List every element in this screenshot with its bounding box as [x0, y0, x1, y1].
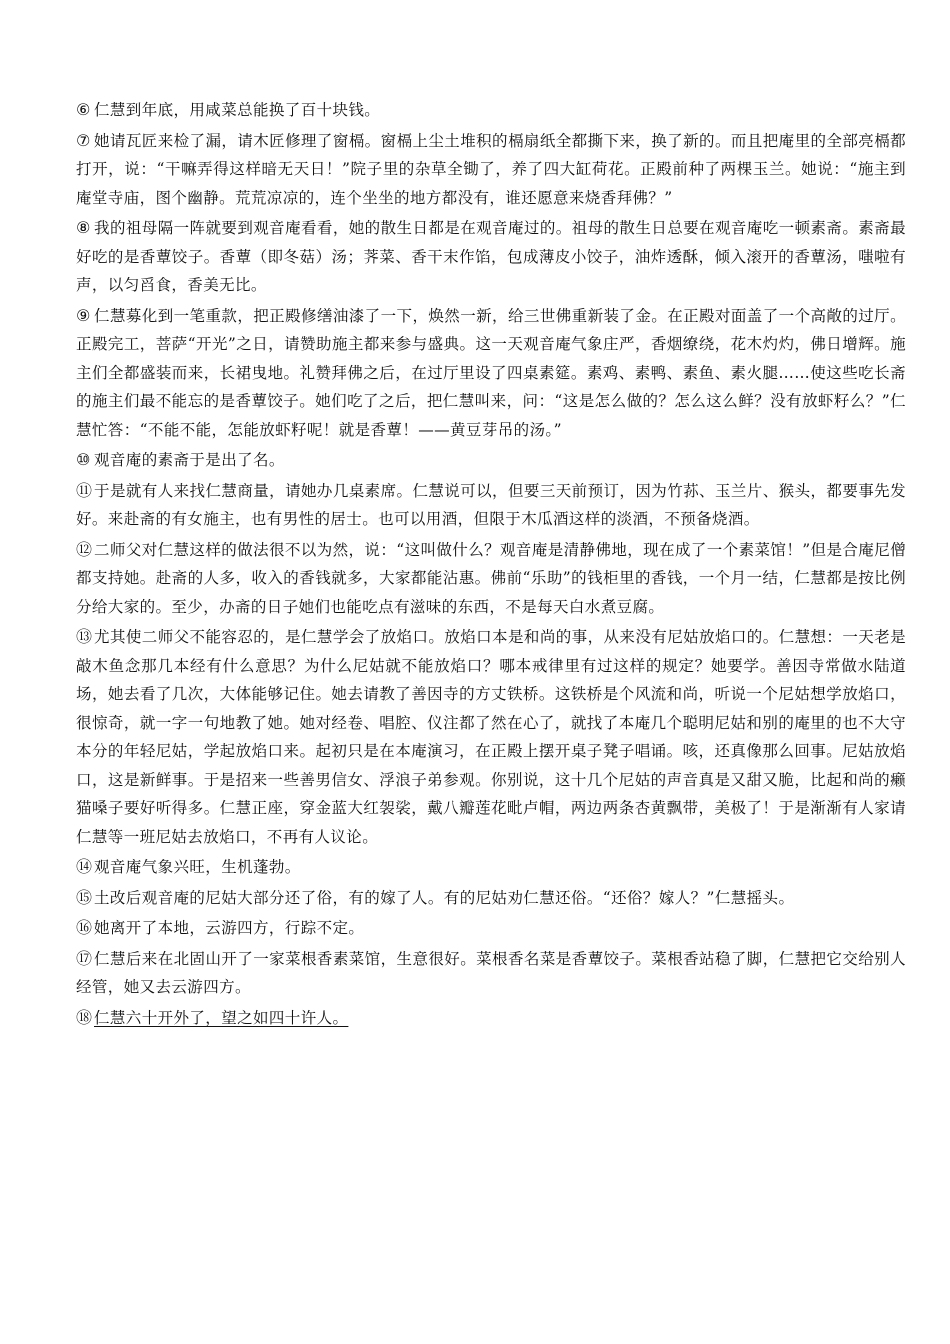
paragraph-15	[76, 884, 906, 913]
paragraph-17	[76, 945, 906, 1002]
paragraph-14	[76, 853, 906, 882]
paragraph-13	[76, 623, 906, 851]
paragraph-12	[76, 536, 906, 622]
paragraph-number: ⑮	[76, 887, 93, 907]
paragraph-text: 我的祖母隔一阵就要到观音庵看看，她的散生日都是在观音庵过的。祖母的散生日总要在观音庵吃一顿素斋。素斋最好吃的是香蕈饺子。香蕈（即冬菇）汤；荠菜、香干末作馅，包成薄皮小饺子，油炸透酥，倾入滚开的香蕈汤，嗤啦有声，以匀舀食，香美无比。	[76, 219, 906, 294]
paragraph-text: 观音庵的素斋于是出了名。	[94, 451, 285, 469]
paragraph-number: ⑧	[76, 218, 91, 237]
paragraph-7	[76, 127, 906, 213]
paragraph-text: 她离开了本地，云游四方，行踪不定。	[94, 919, 365, 937]
paragraph-text: 仁慧后来在北固山开了一家菜根香素菜馆，生意很好。菜根香名菜是香蕈饺子。菜根香站稳了脚，仁慧把它交给别人经管，她又去云游四方。	[76, 949, 906, 996]
paragraph-text: 土改后观音庵的尼姑大部分还了俗，有的嫁了人。有的尼姑劝仁慧还俗。“还俗？嫁人？”仁慧摇头。	[94, 888, 795, 907]
paragraph-text: 观音庵气象兴旺，生机蓬勃。	[94, 858, 301, 876]
paragraph-number: ⑭	[76, 857, 93, 876]
underlined-sentence: 仁慧六十开外了，望之如四十许人。	[94, 1008, 349, 1027]
paragraph-18	[76, 1004, 906, 1033]
paragraph-number: ⑫	[76, 539, 93, 559]
paragraph-6	[76, 96, 906, 125]
paragraph-number: ⑰	[76, 948, 93, 968]
paragraph-10	[76, 446, 906, 475]
paragraph-text: 她请瓦匠来检了漏，请木匠修理了窗槅。窗槅上尘土堆积的槅扇纸全都撕下来，换了新的。而且把庵里的全部亮槅都打开，说：“干嘛弄得这样暗无天日！”院子里的杂草全锄了，养了四大缸荷花。正殿前种了两棵玉兰。她说：“施主到庵堂寺庙，图个幽静。荒荒凉凉的，连个坐坐的地方都没有，谁还愿意来烧香拜佛？”	[76, 131, 906, 207]
paragraph-number: ⑯	[76, 918, 93, 937]
paragraph-number: ⑨	[76, 305, 91, 325]
paragraph-number: ⑦	[76, 130, 91, 150]
paragraph-number: ⑥	[76, 100, 91, 119]
paragraph-text: 仁慧募化到一笔重款，把正殿修缮油漆了一下，焕然一新，给三世佛重新装了金。在正殿对面盖了一个高敞的过厅。正殿完工，菩萨“开光”之日，请赞助施主都来参与盛典。这一天观音庵气象庄严，香烟缭绕，花木灼灼，佛日增辉。施主们全都盛装而来，长裙曳地。礼赞拜佛之后，在过厅里设了四桌素筵。素鸡、素鸭、素鱼、素火腿……使这些吃长斋的施主们最不能忘的是香蕈饺子。她们吃了之后，把仁慧叫来，问：“这是怎么做的？怎么这么鲜？没有放虾籽么？”仁慧忙答：“不能不能，怎能放虾籽呢！就是香蕈！——黄豆芽吊的汤。”	[76, 306, 906, 439]
paragraph-8	[76, 214, 906, 300]
paragraph-text: 仁慧到年底，用咸菜总能换了百十块钱。	[94, 101, 381, 119]
paragraph-number: ⑬	[76, 627, 93, 646]
article-body	[76, 96, 906, 1034]
paragraph-number: ⑪	[76, 480, 93, 500]
paragraph-16	[76, 914, 906, 943]
paragraph-text: 二师父对仁慧这样的做法很不以为然，说：“这叫做什么？观音庵是清静佛地，现在成了一个素菜馆！”但是合庵尼僧都支持她。赴斋的人多，收入的香钱就多，大家都能沾惠。佛前“乐助”的钱柜里的香钱，一个月一结，仁慧都是按比例分给大家的。至少，办斋的日子她们也能吃点有滋味的东西，不是每天白水煮豆腐。	[76, 540, 906, 616]
paragraph-11	[76, 477, 906, 534]
paragraph-text: 尤其使二师父不能容忍的，是仁慧学会了放焰口。放焰口本是和尚的事，从来没有尼姑放焰口的。仁慧想：一天老是敲木鱼念那几本经有什么意思？为什么尼姑就不能放焰口？哪本戒律里有过这样的规定？她要学。善因寺常做水陆道场，她去看了几次，大体能够记住。她去请教了善因寺的方丈铁桥。这铁桥是个风流和尚，听说一个尼姑想学放焰口，很惊奇，就一字一句地教了她。她对经卷、唱腔、仪注都了然在心了，就找了本庵几个聪明尼姑和别的庵里的也不大守本分的年轻尼姑，学起放焰口来。起初只是在本庵演习，在正殿上摆开桌子凳子唱诵。咳，还真像那么回事。尼姑放焰口，这是新鲜事。于是招来一些善男信女、浮浪子弟参观。你别说，这十几个尼姑的声音真是又甜又脆，比起和尚的癞猫嗓子要好听得多。仁慧正座，穿金蓝大红袈裟，戴八瓣莲花毗卢帽，两边两条杏黄飘带，美极了！于是渐渐有人家请仁慧等一班尼姑去放焰口，不再有人议论。	[76, 628, 906, 846]
paragraph-text: 于是就有人来找仁慧商量，请她办几桌素席。仁慧说可以，但要三天前预订，因为竹荪、玉兰片、猴头，都要事先发好。来赴斋的有女施主，也有男性的居士。也可以用酒，但限于木瓜酒这样的淡酒，不预备烧酒。	[76, 481, 906, 528]
paragraph-number: ⑱	[76, 1007, 93, 1027]
paragraph-number: ⑩	[76, 450, 91, 469]
paragraph-9	[76, 302, 906, 445]
